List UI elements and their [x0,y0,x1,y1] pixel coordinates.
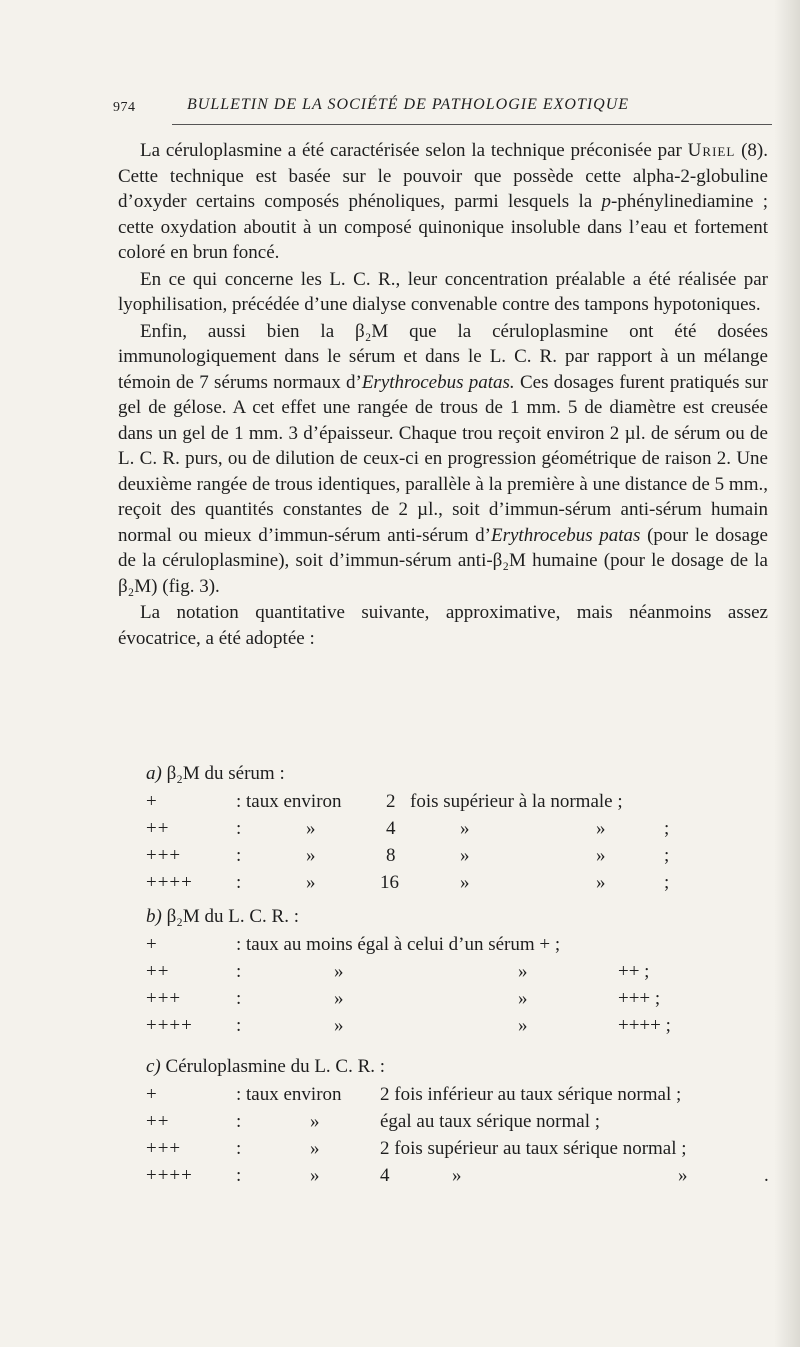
body-text [118,138,768,651]
species-name: Erythrocebus patas. [361,371,515,393]
paragraph-2: En ce qui concerne les L. C. R., leur concentration préalable a été réalisée par lyophilisation, précédée d’une dialyse convenable contre des tampons hypotoniques. [118,268,768,315]
section-a-title: a) β₂M du sérum : [146,763,285,784]
section-c-row: ++++ : » 4 » » . [146,1165,769,1186]
section-b [118,903,768,1039]
section-b-row: ++++ : » » ++++ ; [146,1015,671,1036]
section-b-row: +++ : » » +++ ; [146,988,661,1009]
section-c-row: +++ : » 2 fois supérieur au taux sérique normal ; [146,1138,687,1159]
paragraph-3: Enfin, aussi bien la β₂M que la céruloplasmine ont été dosées immunologiquement dans le sérum et dans le L. C. R. par rapport à un mélange témoin de 7 sérums normaux d’Erythrocebus patas. Ces dosages furent pratiqués sur gel de gélose. A cet effet une rangée de trous de 1 mm. 5 de diamètre est creusée dans un gel de 1 mm. 3 d’épaisseur. Chaque trou reçoit environ 2 µl. de sérum ou de L. C. R. purs, ou de dilution de ceux-ci en progression géométrique de raison 2. Une deuxième rangée de trous identiques, parallèle à la première à une distance de 5 mm., reçoit des quantités constantes de 2 µl., soit d’immun-sérum anti-sérum humain normal ou mieux d’immun-sérum anti-sérum d’Erythrocebus patas (pour le dosage de la céruloplasmine), soit d’immun-sérum anti-β₂M humaine (pour le dosage de la β₂M) (fig. 3). [118,320,768,597]
section-c-row: ++ : » égal au taux sérique normal ; [146,1111,601,1132]
page-header [113,96,773,120]
paragraph-1: La céruloplasmine a été caractérisée selon la technique préconisée par Uriel (8). Cette technique est basée sur le pouvoir que possède cette alpha-2-globuline d’oxyder certains composés phénoliques, parmi lesquels la p-phénylinediamine ; cette oxydation aboutit à un composé quinonique insoluble dans l’eau et fortement coloré en brun foncé. [118,140,769,263]
running-title: BULLETIN DE LA SOCIÉTÉ DE PATHOLOGIE EXOTIQUE [187,96,630,113]
section-a [118,760,768,896]
section-a-row: ++ : » 4 » » ; [146,818,670,839]
section-a-row: + : taux environ 2 fois supérieur à la normale ; [146,791,623,812]
section-b-title: b) β₂M du L. C. R. : [146,906,299,927]
species-name: Erythrocebus patas [490,524,641,546]
author-name: Uriel [687,140,736,161]
section-b-row: ++ : » » ++ ; [146,961,650,982]
section-b-row: + : taux au moins égal à celui d’un sérum + ; [146,934,561,955]
section-c-row: + : taux environ 2 fois inférieur au taux sérique normal ; [146,1084,682,1105]
header-rule [172,124,772,125]
section-a-row: ++++ : » 16 » » ; [146,872,670,893]
page-number: 974 [113,100,136,115]
paragraph-4: La notation quantitative suivante, approximative, mais néanmoins assez évocatrice, a été adoptée : [118,602,768,649]
section-a-row: +++ : » 8 » » ; [146,845,670,866]
section-c-title: c) Céruloplasmine du L. C. R. : [146,1056,386,1077]
section-c [118,1053,768,1189]
page-edge-shadow [774,0,800,1347]
